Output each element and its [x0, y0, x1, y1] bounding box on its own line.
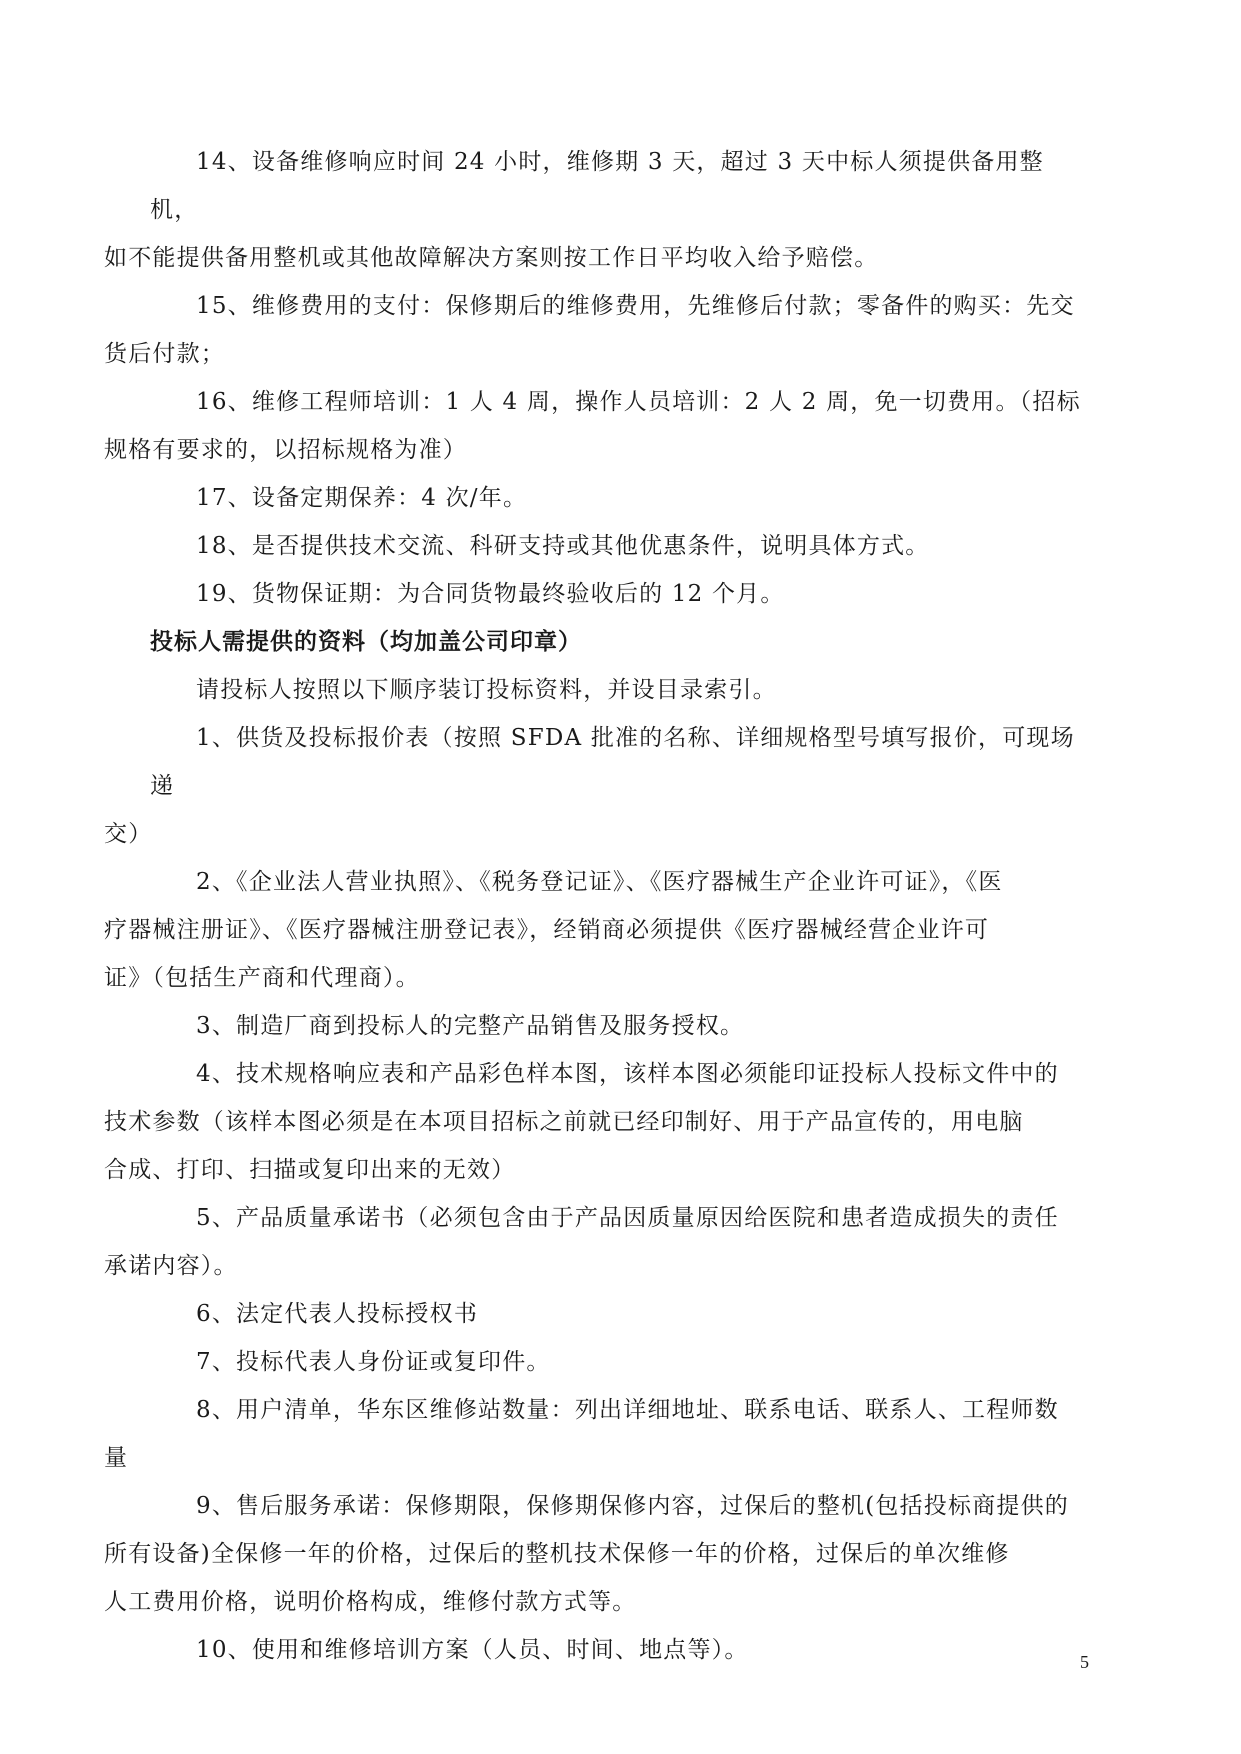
requirement-item	[150, 474, 1090, 522]
documents-list	[104, 714, 1090, 1674]
document-item-line: 7、投标代表人身份证或复印件。	[196, 1349, 551, 1375]
document-item-line: 2、《企业法人营业执照》、《税务登记证》、《医疗器械生产企业许可证》，《医	[196, 869, 1003, 895]
document-item	[104, 858, 1090, 1002]
document-item-line: 5、产品质量承诺书（必须包含由于产品因质量原因给医院和患者造成损失的责任	[196, 1205, 1059, 1231]
document-item-line: 合成、打印、扫描或复印出来的无效）	[104, 1157, 516, 1183]
requirement-item-line: 15、维修费用的支付：保修期后的维修费用，先维修后付款；零备件的购买：先交	[196, 293, 1075, 319]
document-item-line: 8、用户清单，华东区维修站数量：列出详细地址、联系电话、联系人、工程师数	[196, 1397, 1059, 1423]
document-item-line: 疗器械注册证》、《医疗器械注册登记表》，经销商必须提供《医疗器械经营企业许可	[104, 917, 990, 943]
document-item-line: 承诺内容）。	[104, 1253, 238, 1279]
document-item	[104, 1050, 1090, 1194]
document-item	[150, 1338, 1090, 1386]
document-item	[150, 1626, 1090, 1674]
document-item	[150, 1002, 1090, 1050]
document-item-line: 量	[104, 1445, 129, 1471]
page-number: 5	[1080, 1652, 1089, 1672]
document-item-line: 1、供货及投标报价表（按照 SFDA 批准的名称、详细规格型号填写报价，可现场递	[150, 725, 1075, 799]
document-item-line: 10、使用和维修培训方案（人员、时间、地点等）。	[196, 1637, 749, 1663]
requirement-item	[150, 522, 1090, 570]
document-item	[104, 1194, 1090, 1290]
document-item	[104, 1482, 1090, 1626]
requirement-item	[150, 570, 1090, 618]
requirement-item-line: 规格有要求的，以招标规格为准）	[104, 437, 467, 463]
document-item	[150, 1290, 1090, 1338]
document-item-line: 人工费用价格，说明价格构成，维修付款方式等。	[104, 1589, 637, 1615]
document-item	[104, 1386, 1090, 1482]
requirement-item	[104, 378, 1090, 474]
requirement-item-line: 14、设备维修响应时间 24 小时，维修期 3 天，超过 3 天中标人须提供备用整机，	[150, 149, 1044, 223]
document-body	[104, 138, 1090, 1674]
requirements-list	[104, 138, 1090, 618]
document-item-line: 6、法定代表人投标授权书	[196, 1301, 479, 1327]
requirement-item	[104, 282, 1090, 378]
document-item-line: 证》（包括生产商和代理商）。	[104, 965, 420, 991]
document-item-line: 9、售后服务承诺：保修期限，保修期保修内容，过保后的整机(包括投标商提供的	[196, 1493, 1070, 1519]
requirement-item-line: 17、设备定期保养：4 次/年。	[196, 485, 528, 511]
document-item-line: 所有设备)全保修一年的价格，过保后的整机技术保修一年的价格，过保后的单次维修	[104, 1541, 1010, 1567]
section-heading: 投标人需提供的资料（均加盖公司印章）	[150, 629, 582, 655]
requirement-item-line: 16、维修工程师培训：1 人 4 周，操作人员培训：2 人 2 周，免一切费用。（招标	[196, 389, 1081, 415]
requirement-item-line: 19、货物保证期：为合同货物最终验收后的 12 个月。	[196, 581, 785, 607]
document-item-line: 3、制造厂商到投标人的完整产品销售及服务授权。	[196, 1013, 745, 1039]
intro-line: 请投标人按照以下顺序装订投标资料，并设目录索引。	[196, 677, 777, 703]
requirement-item-line: 如不能提供备用整机或其他故障解决方案则按工作日平均收入给予赔偿。	[104, 245, 879, 271]
document-item-line: 交）	[104, 821, 153, 847]
document-item-line: 4、技术规格响应表和产品彩色样本图，该样本图必须能印证投标人投标文件中的	[196, 1061, 1059, 1087]
requirement-item	[104, 138, 1090, 282]
requirement-item-line: 18、是否提供技术交流、科研支持或其他优惠条件，说明具体方式。	[196, 533, 930, 559]
section-intro	[150, 666, 1090, 714]
document-item	[104, 714, 1090, 858]
requirement-item-line: 货后付款；	[104, 341, 225, 367]
document-item-line: 技术参数（该样本图必须是在本项目招标之前就已经印制好、用于产品宣传的，用电脑	[104, 1109, 1024, 1135]
